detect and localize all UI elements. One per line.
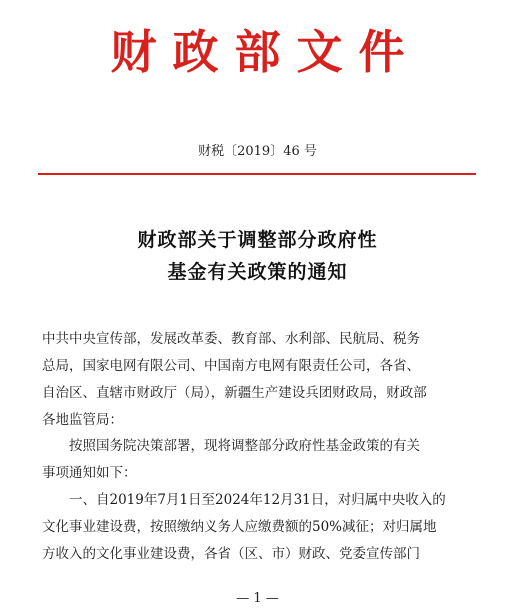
clause-line: 文化事业建设费，按照缴纳义务人应缴费额的50%减征；对归属地 xyxy=(42,519,437,535)
notice-title-line-2: 基金有关政策的通知 xyxy=(167,261,348,283)
red-divider-line xyxy=(38,173,476,175)
intro-line: 事项通知如下： xyxy=(42,465,137,481)
page-number: — 1 — xyxy=(236,591,279,606)
document-header-title: 财政部文件 xyxy=(110,25,421,79)
clause-1-paragraph xyxy=(42,487,474,568)
document-number: 财税〔2019〕46 号 xyxy=(198,144,317,159)
recipients-line: 总局，国家电网有限公司、中国南方电网有限责任公司，各省、 xyxy=(42,358,420,374)
recipients-line: 自治区、直辖市财政厅（局），新疆生产建设兵团财政局，财政部 xyxy=(42,385,427,401)
intro-line: 按照国务院决策部署，现将调整部分政府性基金政策的有关 xyxy=(69,438,420,454)
intro-paragraph xyxy=(42,433,474,487)
clause-line: 方收入的文化事业建设费，各省（区、市）财政、党委宣传部门 xyxy=(42,546,420,562)
recipients-paragraph xyxy=(42,326,474,434)
recipients-line: 各地监管局： xyxy=(42,412,123,428)
notice-title-line-1: 财政部关于调整部分政府性 xyxy=(137,229,378,251)
recipients-line: 中共中央宣传部，发展改革委、教育部、水利部、民航局、税务 xyxy=(42,331,420,347)
clause-line: 一、自2019年7月1日至2024年12月31日，对归属中央收入的 xyxy=(69,492,446,508)
